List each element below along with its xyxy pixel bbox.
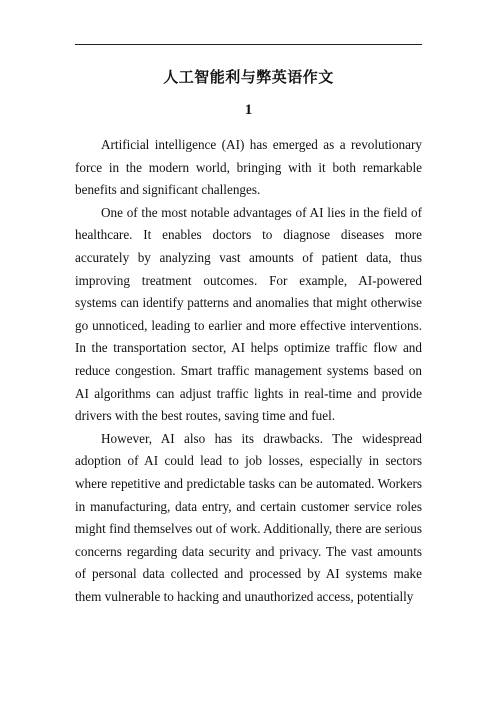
document-body bbox=[75, 134, 422, 608]
header-rule bbox=[75, 44, 422, 45]
paragraph-intro: Artificial intelligence (AI) has emerged as a revolutionary force in the modern world, bringing with it both remarkable benefits and significant challenges. bbox=[75, 137, 422, 198]
paragraph-advantages: One of the most notable advantages of AI lies in the field of healthcare. It enables doctors to diagnose diseases more accurately by analyzing vast amounts of patient data, thus improving treatment outcomes. For example, AI-powered systems can identify patterns and anomalies that might otherwise go unnoticed, leading to earlier and more effective interventions. In the transportation sector, AI helps optimize traffic flow and reduce congestion. Smart traffic management systems based on AI algorithms can adjust traffic lights in real-time and provide drivers with the best routes, saving time and fuel. bbox=[75, 204, 422, 424]
paragraph-drawbacks: However, AI also has its drawbacks. The widespread adoption of AI could lead to job losses, especially in sectors where repetitive and predictable tasks can be automated. Workers in manufacturing, data entry, and certain customer service roles might find themselves out of work. Additionally, there are serious concerns regarding data security and privacy. The vast amounts of personal data collected and processed by AI systems make them vulnerable to hacking and unauthorized access, potentially bbox=[75, 430, 422, 604]
section-number: 1 bbox=[244, 102, 253, 118]
document-title: 人工智能利与弊英语作文 bbox=[163, 68, 334, 86]
